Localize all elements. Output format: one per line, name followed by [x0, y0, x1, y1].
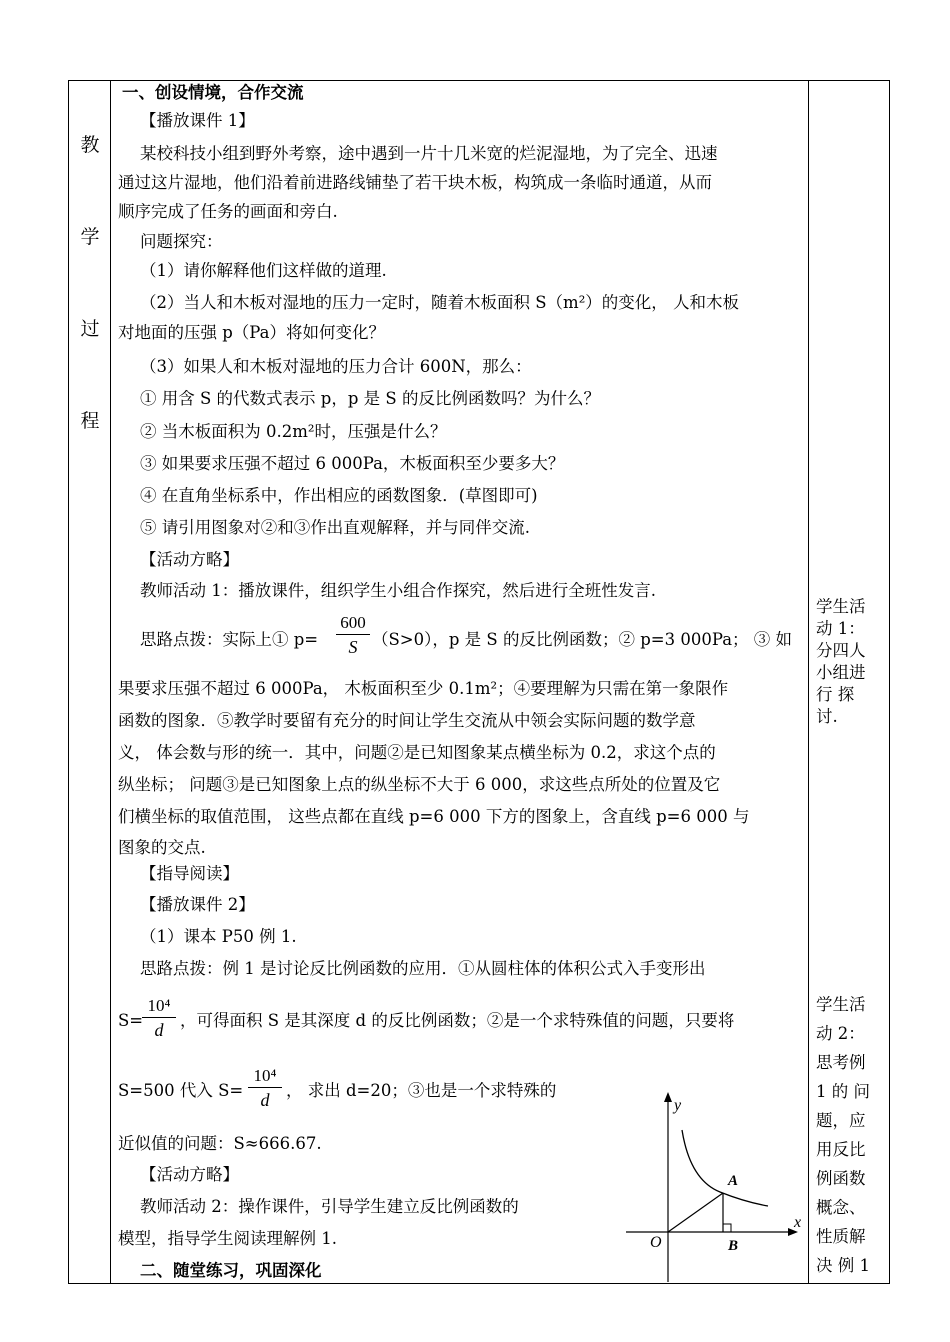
note-line: 概念、 — [816, 1198, 866, 1217]
question-2-cont: 对地面的压强 p（Pa）将如何变化？ — [118, 323, 386, 342]
student-activity-1-note — [816, 596, 886, 728]
fraction-bar — [336, 634, 370, 635]
student-activity-2-note — [816, 990, 886, 1280]
fraction-bar — [248, 1087, 282, 1088]
x-axis-label: x — [794, 1214, 802, 1231]
column-divider-left — [110, 80, 111, 1284]
teacher-activity-2: 教师活动 2：操作课件，引导学生建立反比例函数的 — [140, 1197, 519, 1216]
heading-section-1: 一、创设情境，合作交流 — [122, 83, 304, 102]
inverse-function-graph — [620, 1090, 810, 1285]
question-2: （2）当人和木板对湿地的压力一定时，随着木板面积 S（m²）的变化， 人和木板 — [140, 293, 740, 312]
hint-1-line: 图象的交点. — [118, 838, 206, 857]
strategy-2-label: 【活动方略】 — [140, 1165, 239, 1184]
fraction-numerator: 10⁴ — [147, 996, 171, 1015]
courseware-2-label: 【播放课件 2】 — [140, 895, 255, 914]
segment-oa — [668, 1193, 723, 1232]
point-a-label: A — [728, 1173, 739, 1189]
fraction-10e4-over-d — [248, 1066, 282, 1111]
hint-1-line: 们横坐标的取值范围， 这些点都在直线 p=6 000 下方的图象上，含直线 p=6 000 与 — [118, 807, 750, 826]
sub-question-1: ① 用含 S 的代数式表示 p，p 是 S 的反比例函数吗？为什么？ — [140, 389, 600, 408]
note-line: 讨. — [816, 707, 838, 726]
label-char: 过 — [80, 318, 100, 340]
explore-title: 问题探究： — [140, 232, 223, 251]
note-line: 1 的 问 — [816, 1082, 870, 1101]
approx-value: 近似值的问题：S≈666.67. — [118, 1134, 322, 1153]
note-line: 动 1： — [816, 619, 865, 638]
hint-2-cont: ， 求出 d=20；③也是一个求特殊的 — [286, 1081, 557, 1100]
scenario-line: 某校科技小组到野外考察，途中遇到一片十几米宽的烂泥湿地，为了完全、迅速 — [140, 144, 718, 163]
fraction-denominator: d — [260, 1090, 270, 1110]
note-line: 分四人 — [816, 641, 866, 660]
courseware-1-label: 【播放课件 1】 — [140, 111, 255, 130]
origin-label: O — [650, 1234, 662, 1251]
question-3: （3）如果人和木板对湿地的压力合计 600N，那么： — [140, 357, 532, 376]
sub-question-4: ④ 在直角坐标系中，作出相应的函数图象．(草图即可) — [140, 486, 538, 505]
note-line: 用反比 — [816, 1140, 866, 1159]
textbook-reference: （1）课本 P50 例 1. — [140, 927, 297, 946]
y-axis-label: y — [674, 1097, 682, 1114]
label-char: 教 — [80, 134, 100, 156]
point-b-label: B — [728, 1238, 739, 1254]
hyperbola-curve — [682, 1130, 768, 1206]
sub-question-3: ③ 如果要求压强不超过 6 000Pa，木板面积至少要多大？ — [140, 454, 565, 473]
hint-1-line: 函数的图象．⑤教学时要留有充分的时间让学生交流从中领会实际问题的数学意 — [118, 711, 696, 730]
sub-question-5: ⑤ 请引用图象对②和③作出直观解释，并与同伴交流. — [140, 518, 530, 537]
label-char: 学 — [80, 226, 100, 248]
scenario-line: 通过这片湿地，他们沿着前进路线铺垫了若干块木板，构筑成一条临时通道，从而 — [118, 173, 712, 192]
fraction-bar — [142, 1017, 176, 1018]
hint-1-prefix: 思路点拨：实际上① p= — [140, 630, 319, 649]
note-line: 题，应 — [816, 1111, 866, 1130]
guide-reading-label: 【指导阅读】 — [140, 864, 239, 883]
note-line: 决 例 1 — [816, 1256, 870, 1275]
section-label-column — [70, 130, 110, 498]
y-axis-arrow — [664, 1092, 672, 1102]
heading-section-2: 二、随堂练习，巩固深化 — [140, 1261, 322, 1280]
teacher-activity-1: 教师活动 1：播放课件，组织学生小组合作探究，然后进行全班性发言. — [140, 581, 656, 600]
fraction-denominator: d — [154, 1020, 164, 1040]
sub-question-2: ② 当木板面积为 0.2m²时，压强是什么？ — [140, 422, 447, 441]
scenario-line: 顺序完成了任务的画面和旁白. — [118, 202, 338, 221]
s500-substitution: S=500 代入 S= — [118, 1081, 244, 1100]
teacher-activity-2-cont: 模型，指导学生阅读理解例 1. — [118, 1229, 337, 1248]
fraction-denominator: S — [348, 637, 358, 657]
fraction-numerator: 600 — [340, 613, 366, 632]
note-line: 性质解 — [816, 1227, 866, 1246]
right-angle-mark — [723, 1224, 731, 1232]
question-1: （1）请你解释他们这样做的道理. — [140, 261, 387, 280]
note-line: 思考例 — [816, 1053, 866, 1072]
note-line: 例函数 — [816, 1169, 866, 1188]
s-equals: S= — [118, 1011, 144, 1030]
strategy-1-label: 【活动方略】 — [140, 550, 239, 569]
label-char: 程 — [80, 410, 100, 432]
note-line: 小组进 — [816, 663, 866, 682]
note-line: 行 探 — [816, 685, 855, 704]
fraction-10e4-over-d — [142, 996, 176, 1041]
note-line: 学生活 — [816, 597, 866, 616]
hint-2: 思路点拨：例 1 是讨论反比例函数的应用．①从圆柱体的体积公式入手变形出 — [140, 959, 706, 978]
fraction-600-over-s — [336, 613, 370, 658]
fraction-numerator: 10⁴ — [253, 1066, 277, 1085]
hint-1-suffix: （S>0），p 是 S 的反比例函数；② p=3 000Pa； ③ 如 — [372, 630, 793, 649]
note-line: 学生活 — [816, 995, 866, 1014]
hint-1-line: 义， 体会数与形的统一．其中，问题②是已知图象某点横坐标为 0.2，求这个点的 — [118, 743, 716, 762]
hint-2-cont: ，可得面积 S 是其深度 d 的反比例函数；②是一个求特殊值的问题，只要将 — [180, 1011, 735, 1030]
hint-1-line: 果要求压强不超过 6 000Pa， 木板面积至少 0.1m²；④要理解为只需在第一象限作 — [118, 679, 729, 698]
hint-1-line: 纵坐标； 问题③是已知图象上点的纵坐标不大于 6 000，求这些点所处的位置及它 — [118, 775, 721, 794]
note-line: 动 2： — [816, 1024, 865, 1043]
